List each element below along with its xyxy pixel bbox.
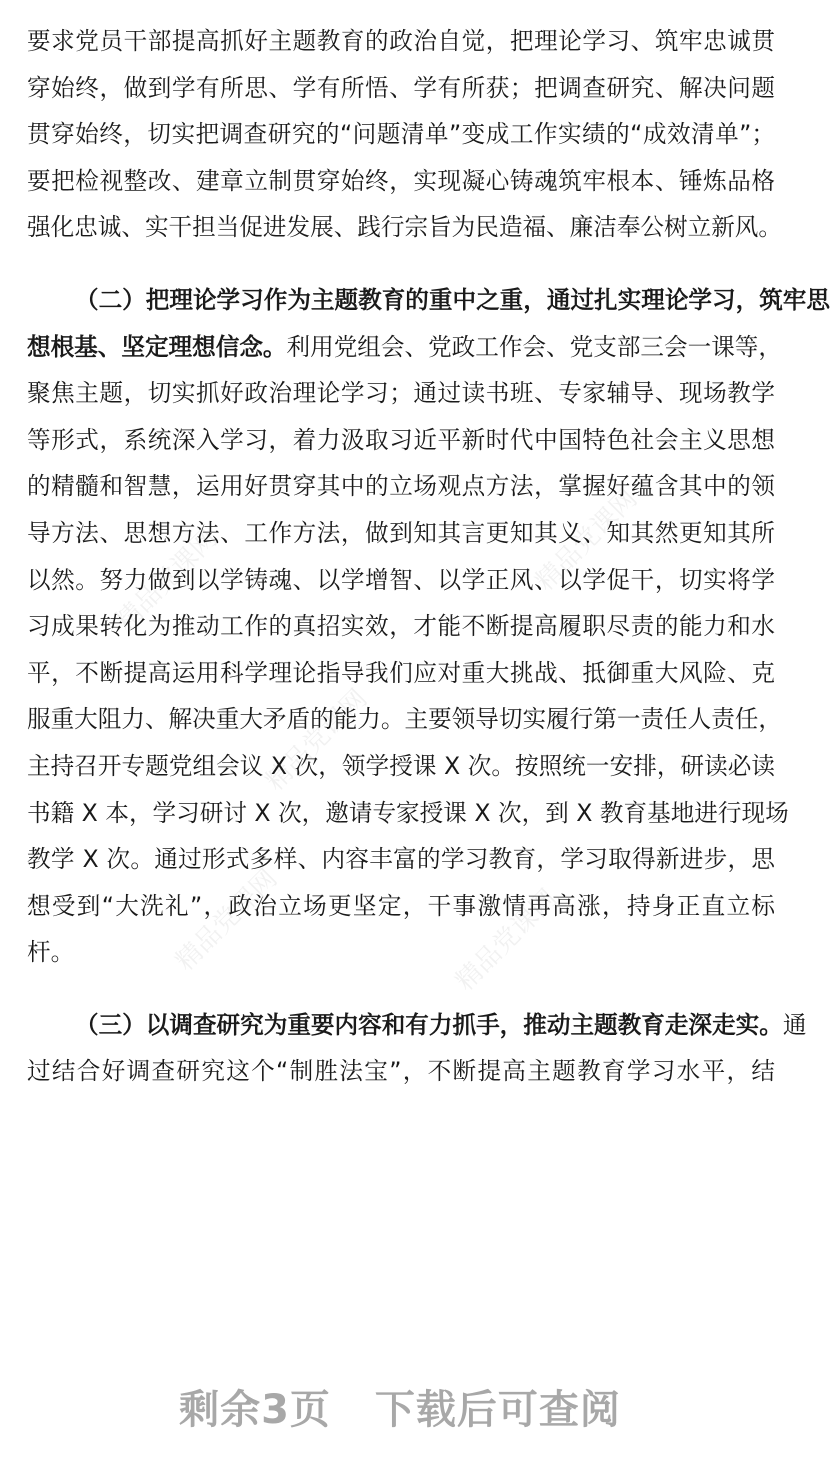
body-text: 穿始终，做到学有所思、学有所悟、学有所获；把调查研究、解决问题	[27, 73, 775, 102]
text-line	[27, 277, 830, 324]
body-text: 杆。	[27, 938, 75, 967]
body-text: 平，不断提高运用科学理论指导我们应对重大挑战、抵御重大风险、克	[27, 658, 775, 687]
watermark: 精品党课网	[450, 883, 564, 997]
text-line	[27, 111, 775, 158]
paragraph	[27, 18, 782, 251]
text-line	[27, 417, 775, 464]
watermark: 精品党课网	[260, 683, 374, 797]
text-line	[27, 1048, 775, 1095]
bold-heading-text: 想根基、坚定理想信念。	[27, 332, 287, 361]
body-text: 强化忠诚、实干担当促进发展、践行宗旨为民造福、廉洁奉公树立新风。	[27, 213, 782, 242]
body-text: 通	[782, 1010, 807, 1039]
text-line	[27, 324, 782, 371]
download-prompt[interactable]	[0, 1378, 800, 1435]
text-line	[27, 65, 775, 112]
text-line	[27, 204, 782, 251]
paragraph	[27, 277, 830, 976]
text-line	[27, 836, 775, 883]
text-line	[27, 743, 775, 790]
bold-heading-text: （二）把理论学习作为主题教育的重中之重，通过扎实理论学习，筑牢思	[75, 285, 830, 314]
text-line	[27, 650, 775, 697]
text-line	[27, 158, 775, 205]
bold-heading-text: （三）以调查研究为重要内容和有力抓手，推动主题教育走深走实。	[75, 1010, 783, 1039]
body-text: 习成果转化为推动工作的真招实效，才能不断提高履职尽责的能力和水	[27, 612, 775, 641]
text-line	[27, 463, 775, 510]
body-text: 要求党员干部提高抓好主题教育的政治自觉，把理论学习、筑牢忠诚贯	[27, 27, 775, 55]
text-line	[27, 790, 789, 837]
body-text: 教学 X 次。通过形式多样、内容丰富的学习教育，学习取得新进步，思	[27, 845, 775, 874]
body-text: 贯穿始终，切实把调查研究的“问题清单”变成工作实绩的“成效清单”；	[27, 120, 775, 149]
text-line	[27, 696, 782, 743]
text-line	[27, 510, 775, 557]
body-text: 的精髓和智慧，运用好贯穿其中的立场观点方法，掌握好蕴含其中的领	[27, 472, 775, 501]
paragraph	[27, 1002, 807, 1095]
body-text: 以然。努力做到以学铸魂、以学增智、以学正风、以学促干，切实将学	[27, 565, 775, 594]
body-text: 服重大阻力、解决重大矛盾的能力。主要领导切实履行第一责任人责任，	[27, 705, 782, 734]
watermark: 精品党课网	[530, 483, 644, 597]
body-text: 想受到“大洗礼”，政治立场更坚定，干事激情再高涨，持身正直立标	[27, 891, 775, 920]
body-text: 主持召开专题党组会议 X 次，领学授课 X 次。按照统一安排，研读必读	[27, 751, 775, 780]
remaining-pages-text: 剩余3页	[179, 1387, 331, 1433]
text-line	[27, 883, 775, 930]
body-text: 书籍 X 本，学习研讨 X 次，邀请专家授课 X 次，到 X 教育基地进行现场	[27, 798, 789, 827]
text-line	[27, 18, 775, 65]
text-line	[27, 557, 775, 604]
body-text: 要把检视整改、建章立制贯穿始终，实现凝心铸魂筑牢根本、锤炼品格	[27, 166, 775, 195]
body-text: 过结合好调查研究这个“制胜法宝”，不断提高主题教育学习水平，结	[27, 1057, 775, 1086]
watermark: 精品党课网	[110, 523, 224, 637]
body-text: 导方法、思想方法、工作方法，做到知其言更知其义、知其然更知其所	[27, 518, 775, 547]
text-line	[27, 1002, 807, 1049]
text-line	[27, 370, 775, 417]
text-line	[27, 929, 775, 976]
body-text: 聚焦主题，切实抓好政治理论学习；通过读书班、专家辅导、现场教学	[27, 379, 775, 408]
document-body	[27, 18, 830, 1121]
body-text: 等形式，系统深入学习，着力汲取习近平新时代中国特色社会主义思想	[27, 425, 775, 454]
body-text: 利用党组会、党政工作会、党支部三会一课等，	[286, 332, 782, 361]
text-line	[27, 603, 775, 650]
watermark: 精品党课网	[170, 863, 284, 977]
download-to-view-text: 下载后可查阅	[374, 1387, 621, 1433]
